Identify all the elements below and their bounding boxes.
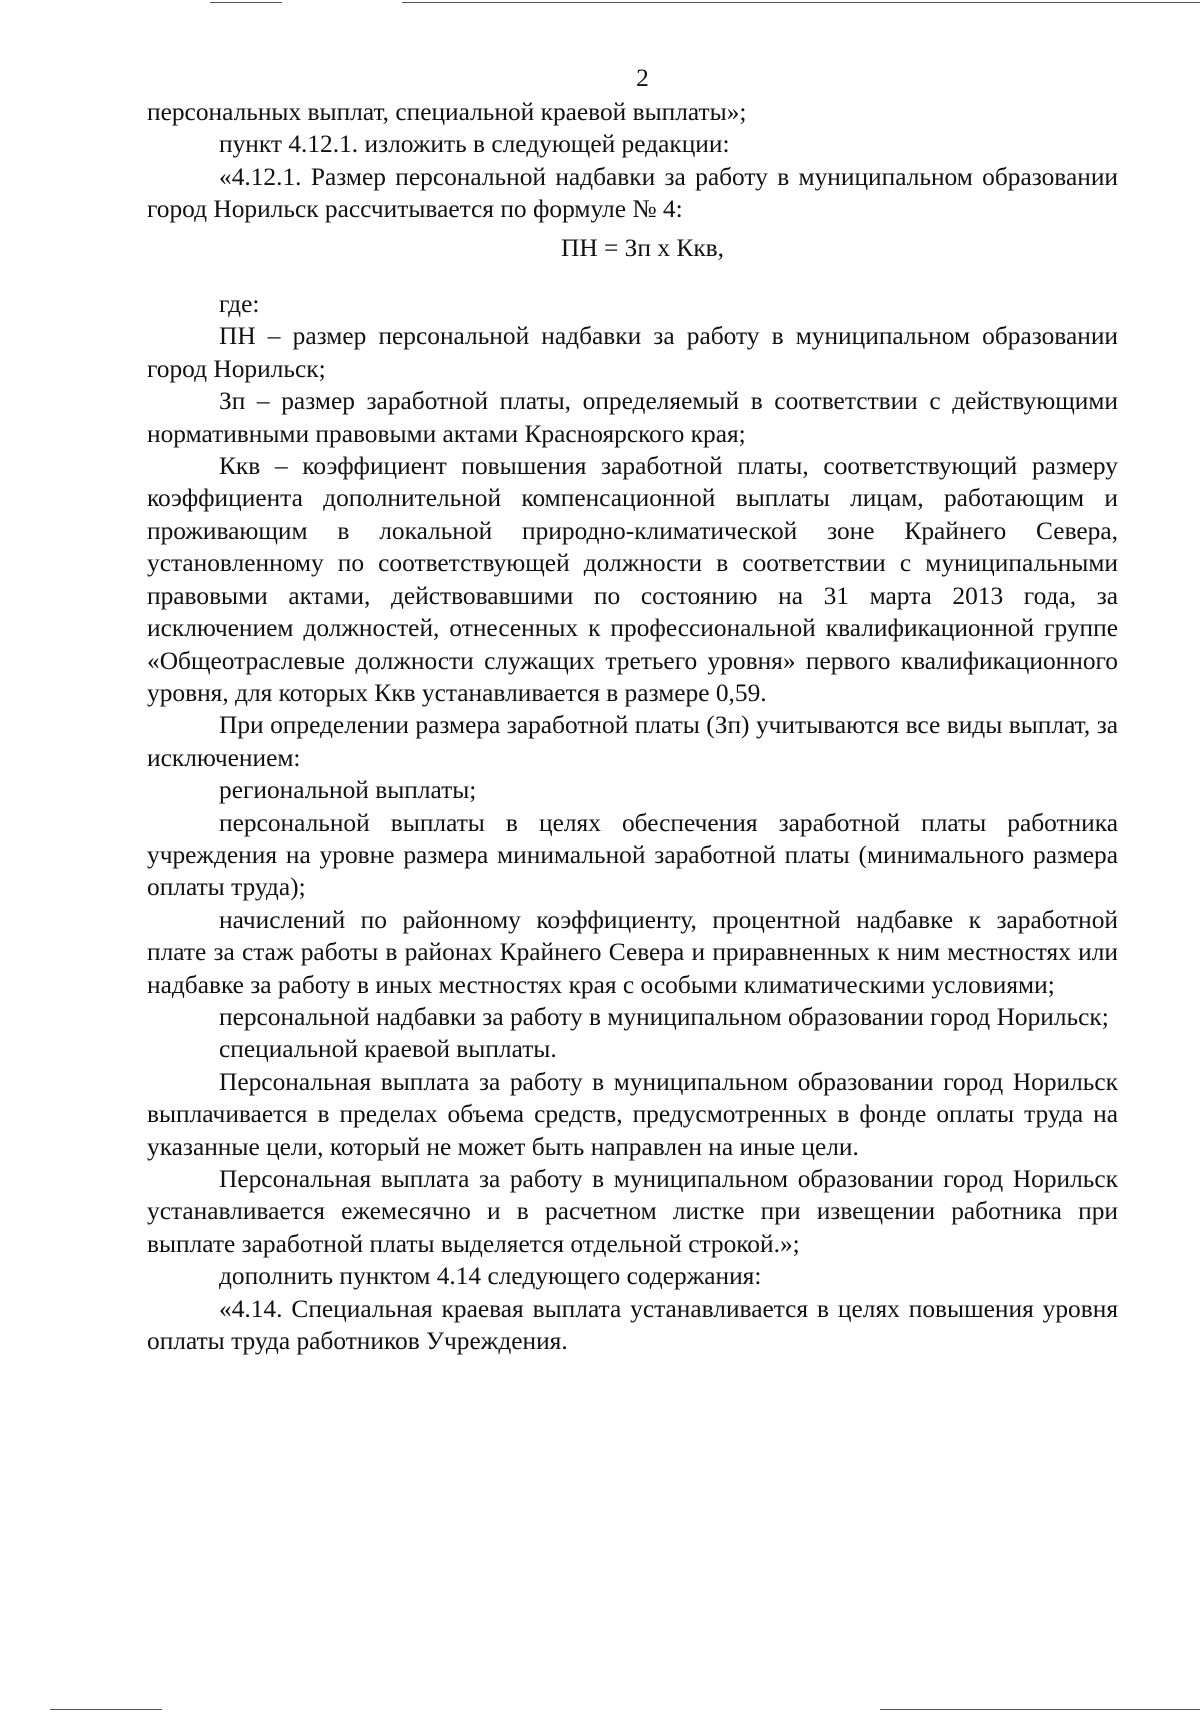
scan-edge-bottom-left [50,1709,162,1710]
paragraph-add-clause: дополнить пунктом 4.14 следующего содержания: [219,1262,762,1291]
paragraph-continuation: персональных выплат, специальной краевой выплаты»; [147,98,747,126]
paragraph-salary-determination: При определении размера заработной платы (Зп) учитываются все виды выплат, за исключением: [147,711,1118,772]
paragraph-payment-limits: Персональная выплата за работу в муниципальном образовании город Норильск выплачивается в пределах объема средств, предусмотренных в фонде оплаты труда на указанные цели, который не может быть направлен на иные цели. [147,1067,1118,1161]
paragraph-payment-monthly: Персональная выплата за работу в муниципальном образовании город Норильск устанавливается ежемесячно и в расчетном листке при извещении работника при выплате заработной платы выделяется отдельной строкой.»; [147,1165,1118,1258]
formula: ПН = Зп х Ккв, [561,233,724,262]
scan-edge-bottom-right [880,1709,1200,1710]
document-page [147,62,1118,1357]
list-item-special-payment: специальной краевой выплаты. [219,1035,557,1064]
paragraph-clause-4-12-1: «4.12.1. Размер персональной надбавки за работу в муниципальном образовании город Норильск рассчитывается по формуле № 4: [147,162,1118,224]
paragraph-clause-4-14: «4.14. Специальная краевая выплата устанавливается в целях повышения уровня оплаты труда работников Учреждения. [147,1294,1118,1356]
paragraph-definition-pn: ПН – размер персональной надбавки за работу в муниципальном образовании город Норильск; [147,322,1118,383]
page-number: 2 [636,64,649,92]
paragraph-definition-zp: Зп – размер заработной платы, определяемый в соответствии с действующими нормативными правовыми актами Красноярского края; [147,387,1118,448]
list-item-regional-coefficient: начислений по районному коэффициенту, процентной надбавке к заработной плате за стаж работы в районах Крайнего Севера и приравненных к ним местностях или надбавке за работу в иных местностях края с особыми климатическими условиями; [147,905,1118,999]
paragraph-definition-kkv: Ккв – коэффициент повышения заработной платы, соответствующий размеру коэффициента дополнительной компенсационной выплаты лицам, работающим и проживающим в локальной природно-климатической зоне Крайнего Севера, установленному по соответствующей должности в соответствии с муниципальными правовыми актами, действовавшими по состоянию на 31 марта 2013 года, за исключением должностей, отнесенных к профессиональной квалификационной группе «Общеотраслевые должности служащих третьего уровня» первого квалификационного уровня, для которых Ккв устанавливается в размере 0,59. [147,452,1118,707]
list-item-regional-payment: региональной выплаты; [219,776,477,805]
paragraph-amendment-intro: пункт 4.12.1. изложить в следующей редакции: [219,130,730,159]
list-item-personal-payment: персональной выплаты в целях обеспечения заработной платы работника учреждения на уровне размера минимальной заработной платы (минимального размера оплаты труда); [147,808,1118,902]
list-item-personal-allowance: персональной надбавки за работу в муниципальном образовании город Норильск; [219,1002,1109,1031]
paragraph-where: где: [219,290,260,319]
scan-edge-top-right [402,2,1200,3]
scan-edge-top-left [210,2,282,3]
